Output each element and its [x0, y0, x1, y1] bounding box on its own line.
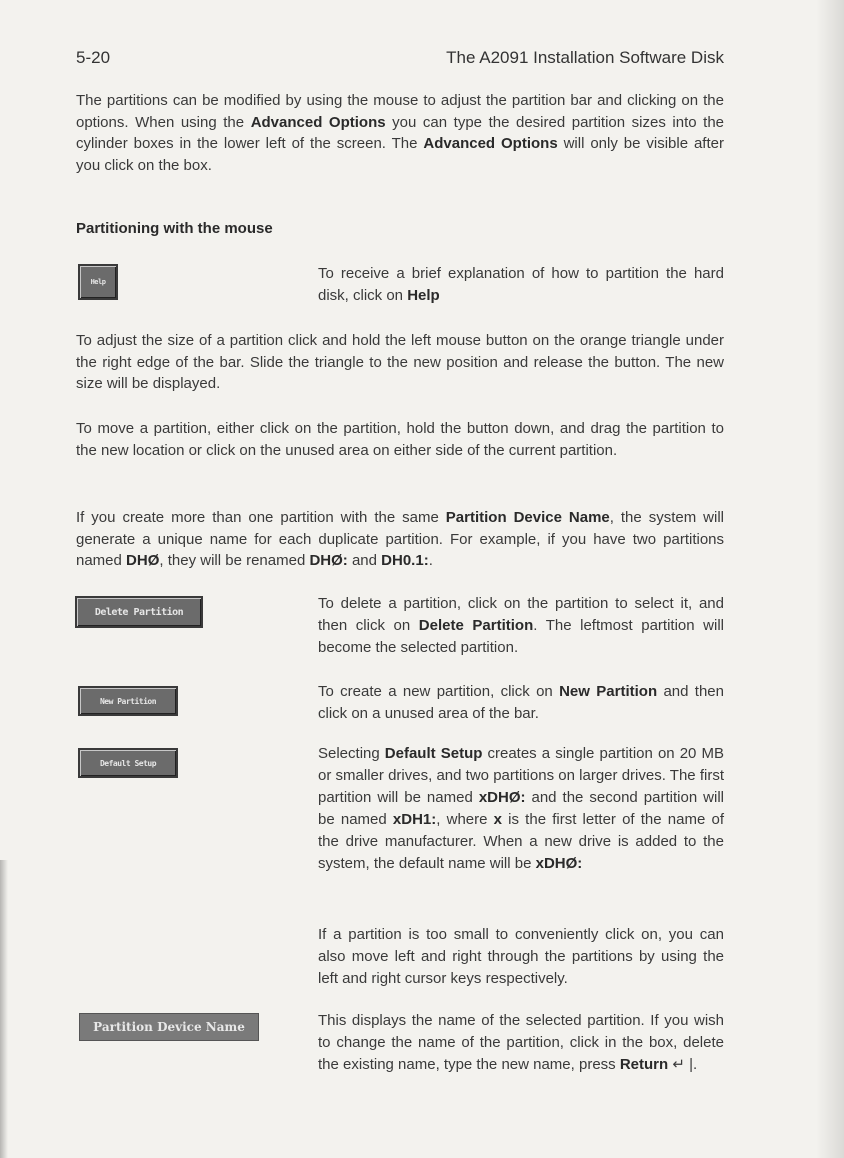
section-heading: Partitioning with the mouse: [76, 220, 273, 237]
device-name-description: [318, 1010, 724, 1076]
intro-text-3: will only be visible after you click on the box.: [76, 135, 724, 174]
default-text-4: , where: [436, 811, 494, 828]
page-header: [76, 48, 724, 72]
default-text-1: Selecting: [318, 745, 385, 762]
new-text-2: and then click on a unused area of the bar.: [318, 683, 724, 722]
partition-device-name-field[interactable]: Partition Device Name: [79, 1013, 259, 1041]
page-number: 5-20: [76, 48, 111, 67]
device-name-text-2: ↵ |.: [668, 1056, 698, 1073]
return-key-bold: Return: [619, 1056, 669, 1073]
default-setup-button[interactable]: Default Setup: [78, 748, 178, 778]
default-text-5: is the first letter of the name of the drive manufacturer. When a new drive is added to the system, the default name will be: [318, 811, 725, 872]
same-name-text-2: , the system will generate a unique name for each duplicate partition. For example, if you have two partitions named: [76, 509, 724, 569]
same-name-bold-1: Partition Device Name: [445, 509, 610, 526]
default-text-3: and the second partition will be named: [318, 789, 725, 828]
intro-text-1: The partitions can be modified by using the mouse to adjust the partition bar and clicking on the options. When using the: [76, 92, 724, 131]
default-bold-2: xDHØ:: [478, 789, 526, 806]
default-bold-5: xDHØ:: [535, 855, 583, 872]
default-bold-1: Default Setup: [384, 745, 483, 762]
adjust-paragraph: To adjust the size of a partition click and hold the left mouse button on the orange triangle under the right edge of the bar. Slide the triangle to the new position and release the button. The new size will be displayed.: [76, 332, 724, 392]
intro-paragraph: [76, 90, 724, 176]
intro-text-2: you can type the desired partition sizes into the cylinder boxes in the lower left of the screen. The: [76, 113, 724, 152]
same-name-bold-4: DH0.1:: [381, 552, 429, 569]
new-partition-button[interactable]: New Partition: [78, 686, 178, 716]
default-bold-3: xDH1:: [392, 811, 437, 828]
move-paragraph: To move a partition, either click on the partition, hold the button down, and drag the partition to the new location or click on the unused area on either side of the current partition.: [76, 420, 724, 459]
binding-shadow: [0, 860, 8, 1158]
device-name-text-1: This displays the name of the selected partition. If you wish to change the name of the partition, click in the box, delete the existing name, type the new name, press: [318, 1012, 724, 1073]
default-description: [318, 743, 724, 875]
help-button[interactable]: Help: [78, 264, 118, 300]
delete-partition-button[interactable]: Delete Partition: [75, 596, 203, 628]
small-partition-paragraph: If a partition is too small to conveniently click on, you can also move left and right through the partitions by using the left and right cursor keys respectively.: [318, 926, 724, 987]
same-name-text-4: and: [347, 552, 382, 569]
default-text-2: creates a single partition on 20 MB or smaller drives, and two partitions on larger drives. The first partition will be named: [318, 745, 724, 806]
delete-description: [318, 593, 724, 659]
same-name-bold-2: DHØ: [126, 552, 160, 569]
default-bold-4: x: [493, 811, 502, 828]
same-name-text-3: , they will be renamed: [159, 552, 310, 569]
same-name-text-5: .: [428, 552, 433, 569]
new-bold: New Partition: [559, 683, 658, 700]
intro-bold-1: Advanced Options: [250, 113, 386, 131]
delete-text-1: To delete a partition, click on the partition to select it, and then click on: [318, 595, 724, 634]
same-name-paragraph: [76, 507, 724, 572]
same-name-text-1: If you create more than one partition with the same: [76, 509, 446, 526]
new-text-1: To create a new partition, click on: [318, 683, 560, 700]
delete-bold: Delete Partition: [418, 617, 534, 634]
intro-bold-2: Advanced Options: [423, 135, 558, 152]
delete-text-2: . The leftmost partition will become the selected partition.: [318, 617, 725, 656]
page-edge-shadow: [816, 0, 844, 1158]
help-description: [318, 263, 724, 307]
same-name-bold-3: DHØ:: [309, 552, 348, 569]
help-bold: Help: [407, 287, 440, 304]
help-text: To receive a brief explanation of how to partition the hard disk, click on: [318, 265, 724, 304]
new-description: [318, 681, 724, 725]
running-title: The A2091 Installation Software Disk: [446, 48, 724, 67]
